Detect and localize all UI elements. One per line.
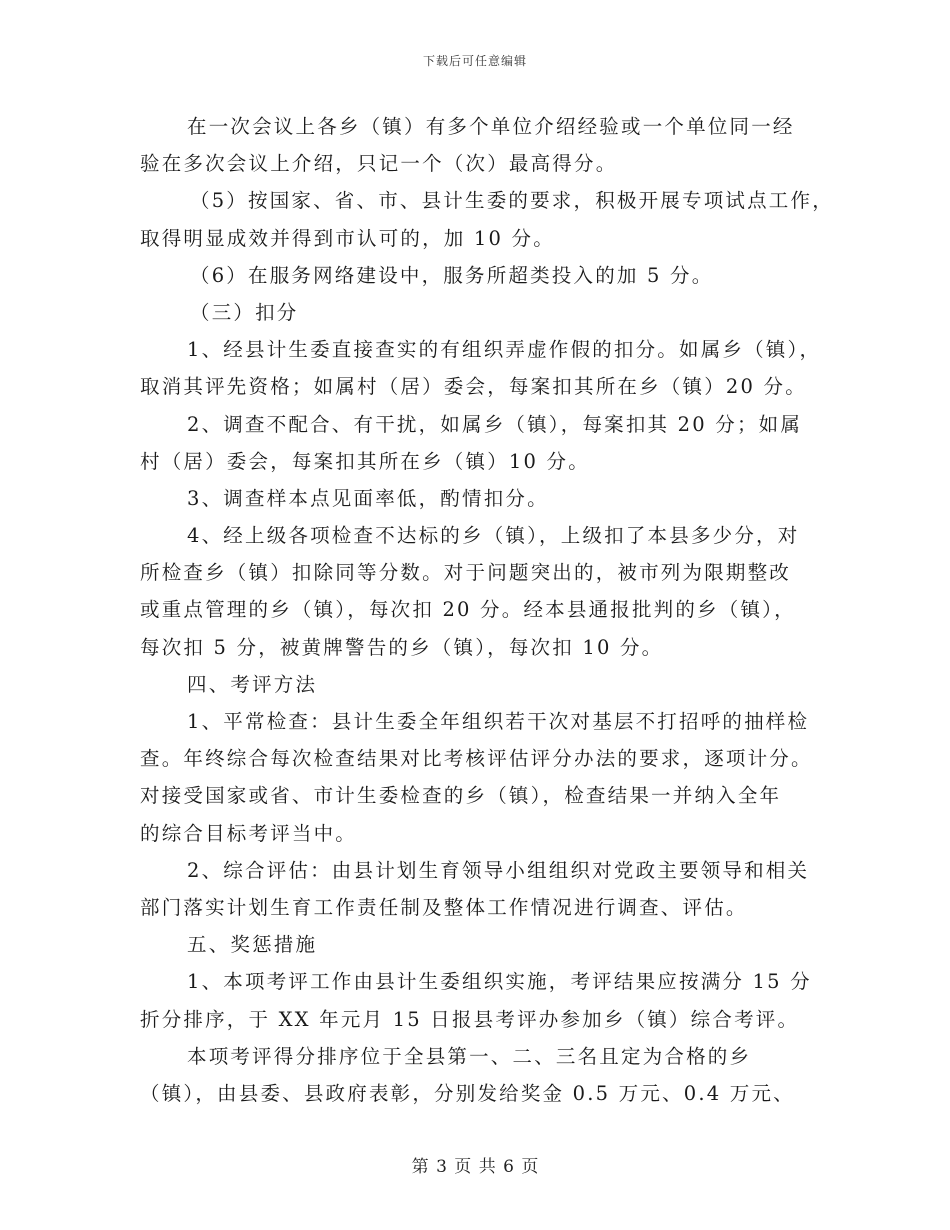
document-body — [140, 108, 834, 1112]
text-line: 查。年终综合每次检查结果对比考核评估评分办法的要求，逐项计分。 — [140, 747, 813, 771]
text-line: 村（居）委会，每案扣其所在乡（镇）10 分。 — [140, 449, 590, 473]
text-line: 取得明显成效并得到市认可的，加 10 分。 — [140, 226, 555, 250]
text-line: （镇），由县委、县政府表彰，分别发给奖金 0.5 万元、0.4 万元、 — [140, 1081, 795, 1105]
text-line: （6）在服务网络建设中，服务所超类投入的加 5 分。 — [190, 263, 714, 287]
text-line: 本项考评得分排序位于全县第一、二、三名且定为合格的乡 — [187, 1044, 752, 1068]
text-line: 4、经上级各项检查不达标的乡（镇），上级扣了本县多少分，对 — [187, 524, 800, 548]
page-header: 下载后可任意编辑 — [422, 54, 527, 68]
text-line: 对接受国家或省、市计生委检查的乡（镇），检查结果一并纳入全年 — [140, 784, 782, 808]
text-line: 1、经县计生委直接查实的有组织弄虚作假的扣分。如属乡（镇）， — [187, 338, 822, 362]
text-line: 五、奖惩措施 — [187, 933, 318, 957]
text-line: 部门落实计划生育工作责任制及整体工作情况进行调查、评估。 — [140, 895, 748, 919]
text-line: 在一次会议上各乡（镇）有多个单位介绍经验或一个单位同一经 — [187, 115, 795, 138]
text-line: （三）扣分 — [190, 300, 299, 324]
text-line: （5）按国家、省、市、县计生委的要求，积极开展专项试点工作， — [190, 189, 834, 213]
text-line: 2、调查不配合、有干扰，如属乡（镇），每案扣其 20 分；如属 — [187, 412, 803, 436]
text-line: 取消其评先资格；如属村（居）委会，每案扣其所在乡（镇）20 分。 — [140, 375, 807, 399]
text-line: 1、平常检查：县计生委全年组织若干次对基层不打招呼的抽样检 — [187, 710, 810, 733]
text-line: 每次扣 5 分，被黄牌警告的乡（镇），每次扣 10 分。 — [140, 635, 664, 659]
text-line: 2、综合评估：由县计划生育领导小组组织对党政主要领导和相关 — [187, 858, 810, 882]
text-line: 3、调查样本点见面率低，酌情扣分。 — [187, 486, 549, 510]
text-line: 验在多次会议上介绍，只记一个（次）最高得分。 — [140, 152, 618, 176]
text-line: 四、考评方法 — [187, 672, 318, 696]
text-line: 所检查乡（镇）扣除同等分数。对于问题突出的，被市列为限期整改 — [140, 561, 792, 585]
text-line: 或重点管理的乡（镇），每次扣 20 分。经本县通报批判的乡（镇）， — [140, 598, 796, 622]
page-footer: 第 3 页 共 6 页 — [411, 1157, 539, 1177]
text-line: 1、本项考评工作由县计生委组织实施，考评结果应按满分 15 分 — [187, 970, 812, 994]
text-line: 折分排序，于 XX 年元月 15 日报县考评办参加乡（镇）综合考评。 — [140, 1007, 800, 1031]
text-line: 的综合目标考评当中。 — [140, 821, 358, 845]
